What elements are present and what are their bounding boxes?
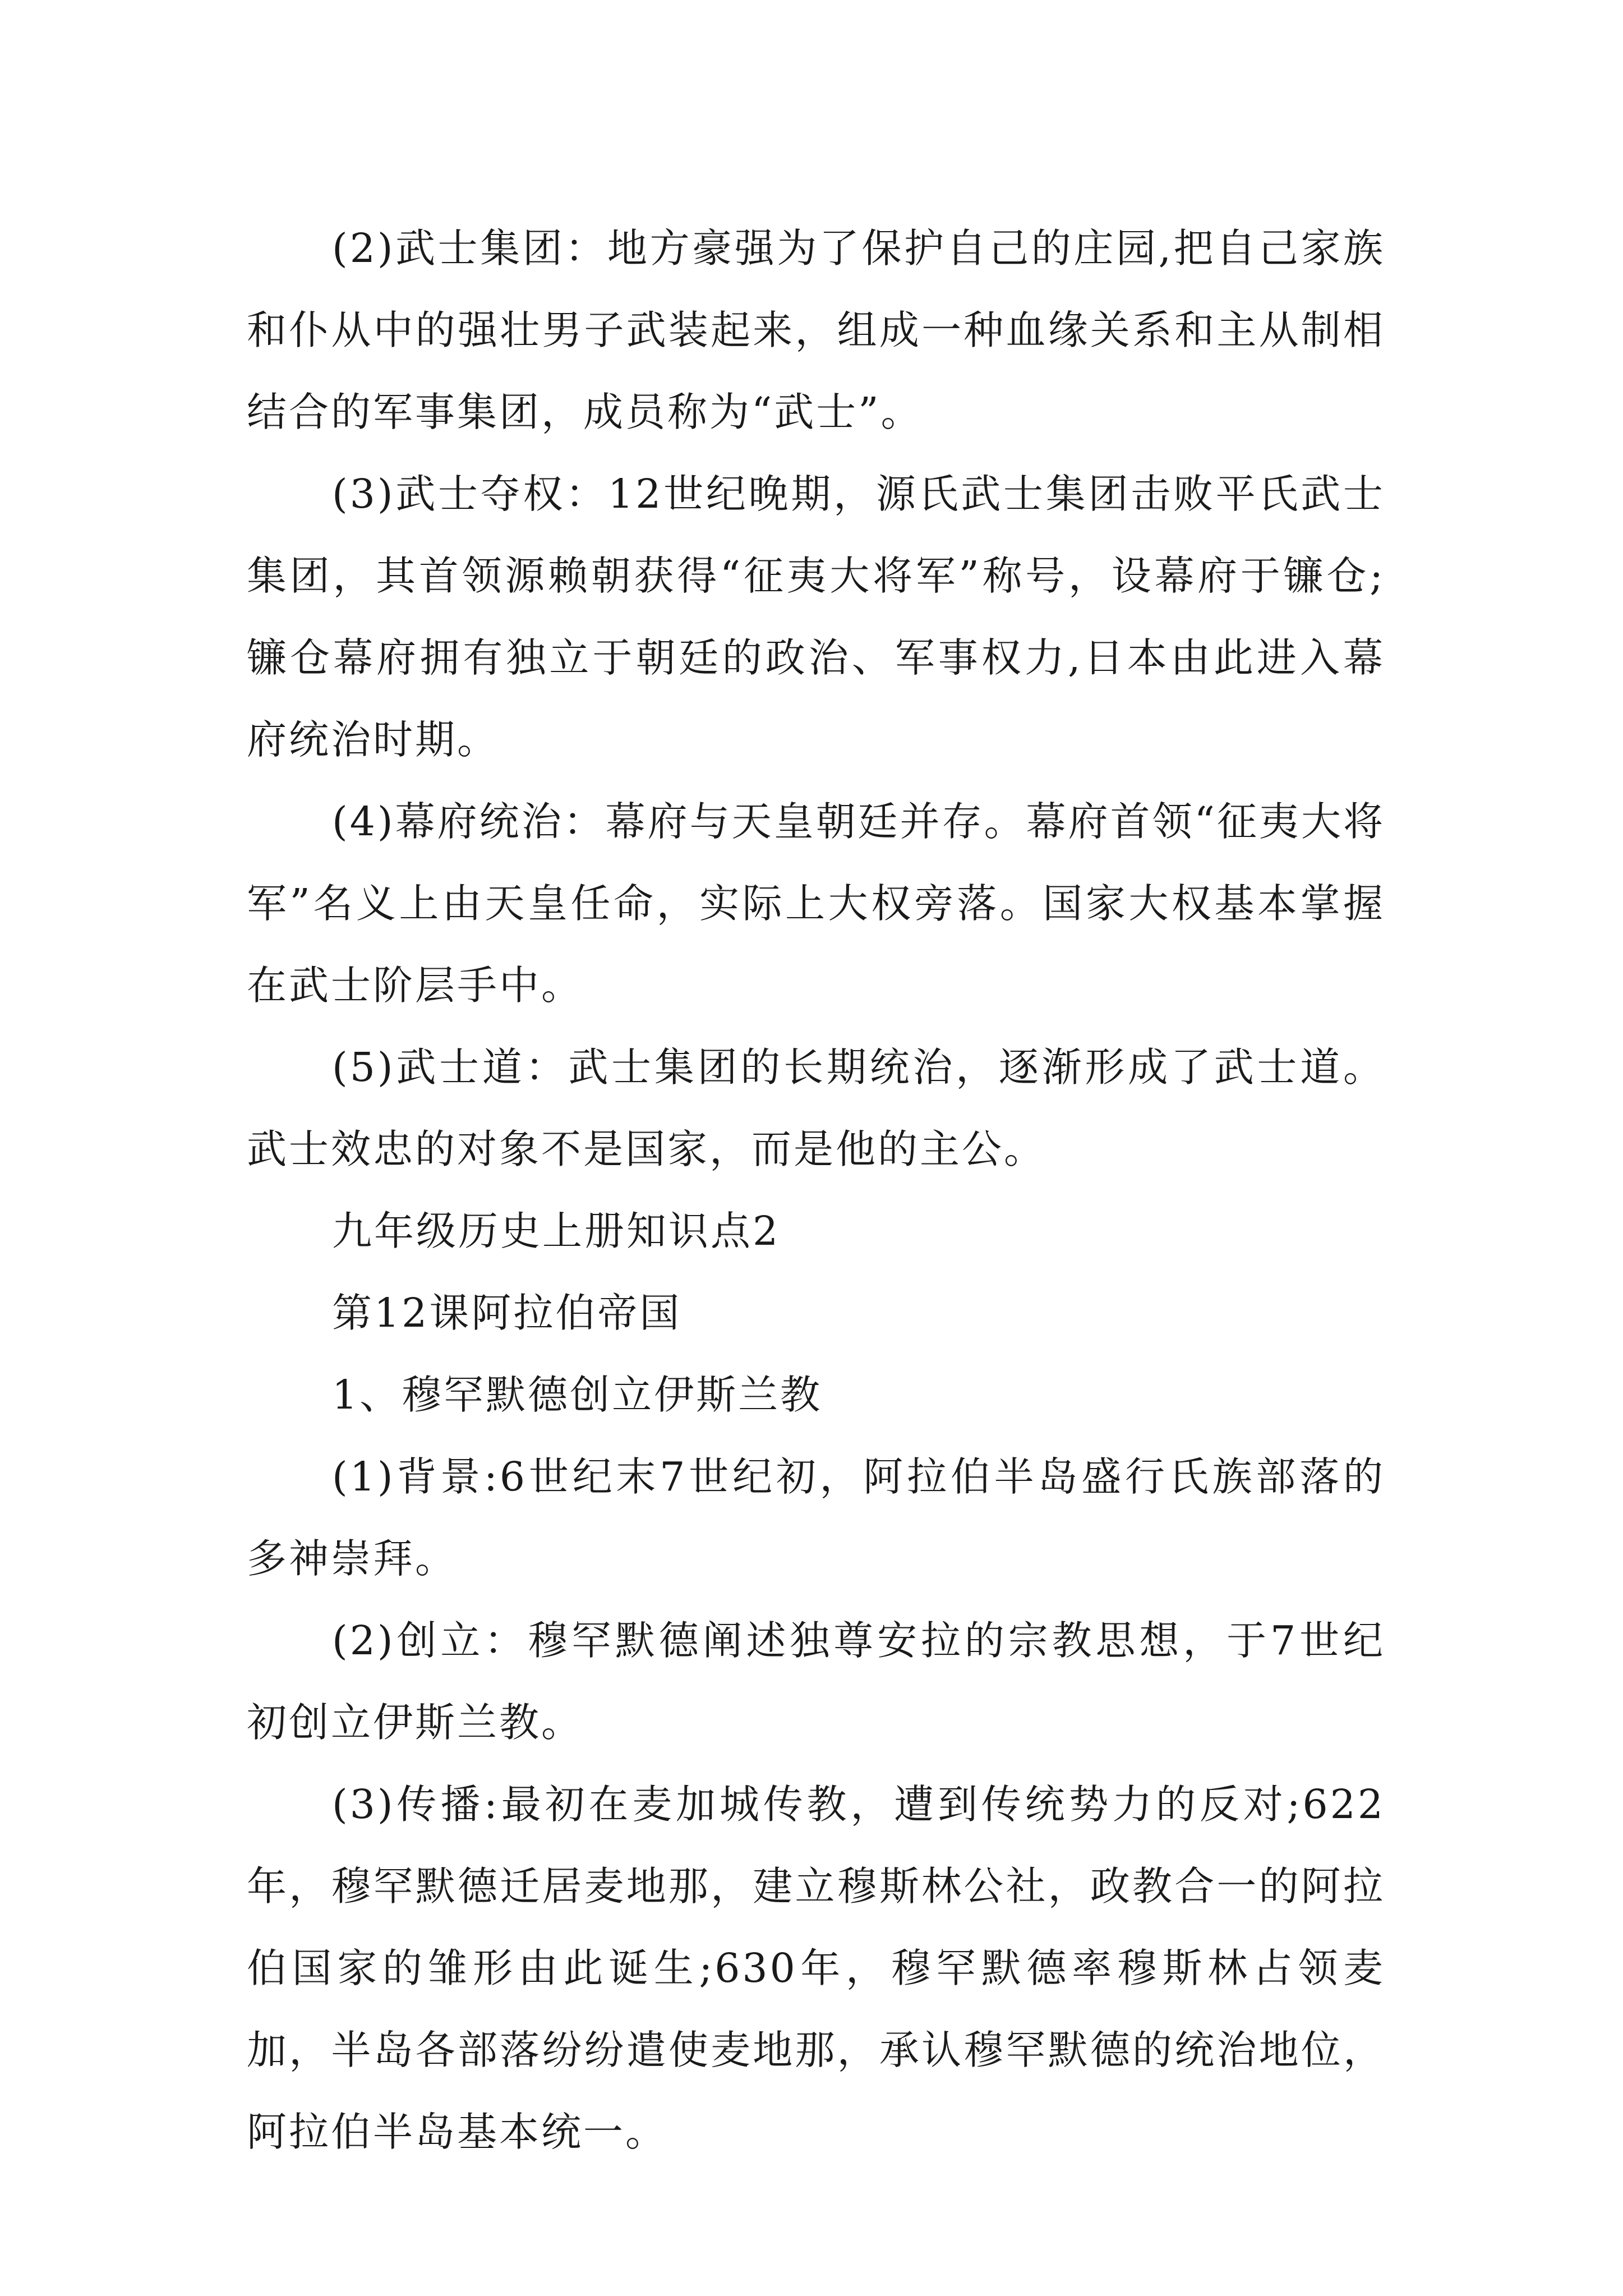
paragraph-bushido: (5)武士道：武士集团的长期统治，逐渐形成了武士道。武士效忠的对象不是国家，而是他的主公。: [247, 1044, 1385, 1172]
section-heading: 九年级历史上册知识点2: [332, 1208, 781, 1254]
paragraph-background: (1)背景:6世纪末7世纪初，阿拉伯半岛盛行氏族部落的多神崇拜。: [247, 1453, 1385, 1582]
subsection-heading: 1、穆罕默德创立伊斯兰教: [332, 1372, 823, 1418]
document-body: [247, 208, 1385, 2173]
paragraph-warrior-group: (2)武士集团：地方豪强为了保护自己的庄园,把自己家族和仆从中的强壮男子武装起来，组成一种血缘关系和主从制相结合的军事集团，成员称为“武士”。: [247, 225, 1385, 435]
paragraph-spread: (3)传播:最初在麦加城传教，遭到传统势力的反对;622年，穆罕默德迁居麦地那，建立穆斯林公社，政教合一的阿拉伯国家的雏形由此诞生;630年，穆罕默德率穆斯林占领麦加，半岛各部落纷纷遣使麦地那，承认穆罕默德的统治地位，阿拉伯半岛基本统一。: [247, 1781, 1385, 2155]
paragraph-warrior-seize-power: (3)武士夺权：12世纪晚期，源氏武士集团击败平氏武士集团，其首领源赖朝获得“征夷大将军”称号，设幕府于镰仓;镰仓幕府拥有独立于朝廷的政治、军事权力,日本由此进入幕府统治时期。: [247, 471, 1385, 763]
paragraph-shogunate-rule: (4)幕府统治：幕府与天皇朝廷并存。幕府首领“征夷大将军”名义上由天皇任命，实际上大权旁落。国家大权基本掌握在武士阶层手中。: [247, 798, 1385, 1009]
paragraph-founding: (2)创立：穆罕默德阐述独尊安拉的宗教思想，于7世纪初创立伊斯兰教。: [247, 1617, 1385, 1746]
lesson-title: 第12课阿拉伯帝国: [332, 1290, 682, 1336]
